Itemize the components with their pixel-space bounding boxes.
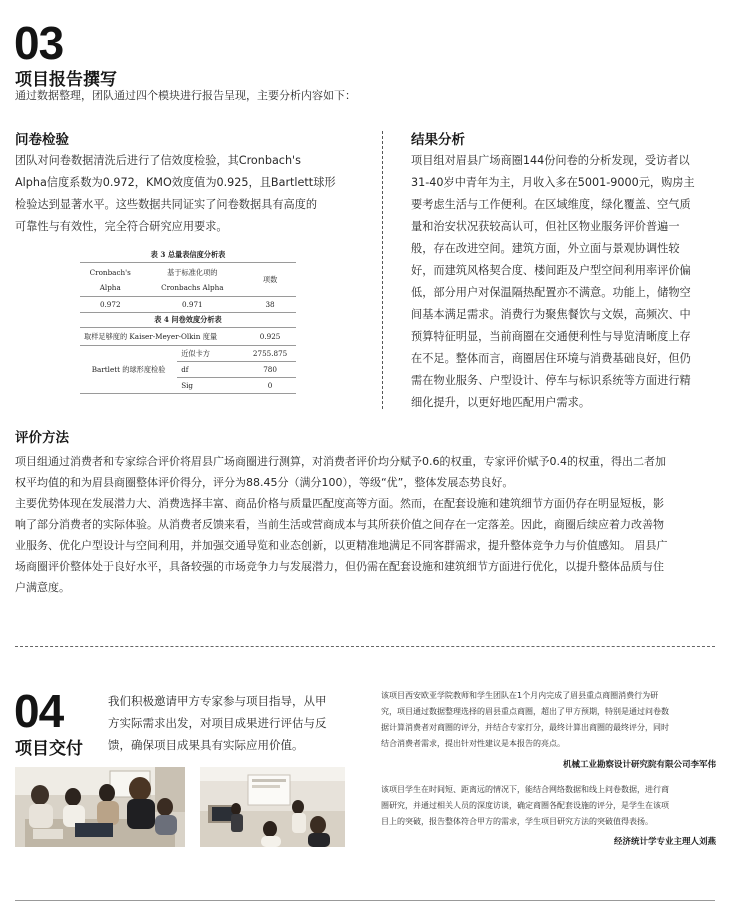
evaluation-heading: 评价方法: [15, 430, 69, 446]
evaluation-line: 场商圈评价整体处于良好水平，具备较强的市场竞争力与发展潜力，但仍需在配套设施和建筑细节方面进行优化，以提升整体品质与住: [15, 560, 664, 573]
delivery-line: 我们积极邀请甲方专家参与项目指导，从甲: [108, 694, 327, 708]
table3-col2-header: [140, 263, 244, 297]
table4-row-value: 780: [244, 362, 296, 378]
table4-row-key: 近似卡方: [177, 346, 244, 362]
table3-cell: 38: [244, 297, 296, 313]
review-lecturer-line: 该项目学生在时间短、距离远的情况下，能结合网络数据和线上问卷数据，进行商: [381, 785, 669, 794]
section-divider: [15, 646, 715, 647]
table3-cell: 0.971: [140, 297, 244, 313]
evaluation-line: 项目组通过消费者和专家综合评价将眉县广场商圈进行测算，对消费者评价均分赋予0.6的权重，专家评价赋予0.4的权重，得出二者加: [15, 455, 666, 468]
evaluation-line: 业服务、优化户型设计与空间利用，并加强交通导览和业态创新，以更精准地满足不同客群需求，提升整体竞争力与价值感知。 眉县广: [15, 539, 668, 552]
table3-cell: 0.972: [80, 297, 140, 313]
evaluation-line: 权平均值的和为眉县商圈整体评价得分，评分为88.45分（满分100），等级“优”，整体发展态势良好。: [15, 476, 514, 489]
results-heading: 结果分析: [411, 132, 465, 148]
table3: [80, 262, 296, 313]
review-lecturer: [381, 782, 716, 847]
section-number-04: 04: [14, 685, 64, 737]
review-client-line: 该项目西安欧亚学院教师和学生团队在1个月内完成了眉县重点商圈消费行为研: [381, 691, 659, 700]
questionnaire-line: 团队对问卷数据清洗后进行了信效度检验，其Cronbach's: [15, 154, 301, 167]
results-line: 量和治安状况获较高认可，但社区物业服务评价普遍一: [411, 220, 680, 233]
review-client: [381, 688, 716, 770]
review-client-line: 结合消费者需求，提出针对性建议是本报告的亮点。: [381, 739, 565, 748]
questionnaire-line: 可靠性与有效性，完全符合研究应用要求。: [15, 220, 228, 233]
column-divider: [382, 131, 383, 409]
results-line: 间基本满足需求。消费行为聚焦餐饮与文娱，高频次、中: [411, 308, 691, 321]
review-client-signature: 机械工业勘察设计研究院有限公司李军伟: [562, 760, 716, 770]
results-line: 31-40岁中青年为主，月收入多在5001-9000元，购房主: [411, 176, 695, 189]
presentation-photo-image: [200, 767, 345, 847]
results-line: 项目组对眉县广场商圈144份问卷的分析发现，受访者以: [411, 154, 690, 167]
evaluation-line: 户满意度。: [15, 581, 70, 594]
table4-caption: 表 4 问卷效度分析表: [154, 315, 222, 324]
results-line: 预算特征明显，当前商圈在交通便利性与导览清晰度上存: [411, 330, 691, 343]
table3-col3-header: 项数: [244, 263, 296, 297]
delivery-text: [108, 690, 378, 756]
review-lecturer-line: 圈研究，并通过相关人员的深度访谈，确定商圈各配套设施的评分，是学生在该项: [381, 801, 669, 810]
table4-row-value: 0: [244, 378, 296, 394]
meeting-photo: [15, 767, 185, 847]
results-line: 好，而建筑风格契合度、楼间距及户型空间利用率评价偏: [411, 264, 691, 277]
table4: [80, 327, 296, 394]
review-client-line: 究，项目通过数据整理选择的眉县重点商圈，超出了甲方预期，特别是通过问卷数: [381, 707, 669, 716]
table3-col2-header-line2: Cronbachs Alpha: [161, 282, 224, 292]
table4-row-key: df: [177, 362, 244, 378]
table3-col2-header-line1: 基于标准化项的: [167, 267, 218, 277]
delivery-line: 方实际需求出发，对项目成果进行评估与反: [108, 716, 327, 730]
review-lecturer-signature: 经济统计学专业主理人刘燕: [613, 837, 716, 847]
section-number-03: 03: [14, 17, 64, 69]
section-intro: 通过数据整理，团队通过四个模块进行报告呈现，主要分析内容如下：: [15, 89, 356, 102]
evaluation-line: 响了部分消费者的实际体验。从消费者反馈来看，当前生活或营商成本与其所获价值之间存在一定落差。因此，商圈后续应着力改善物: [15, 518, 664, 531]
evaluation-line: 主要优势体现在发展潜力大、消费选择丰富、商品价格与质量匹配度高等方面。然而，在配套设施和建筑细节方面仍存在明显短板，影: [15, 497, 664, 510]
bottom-rule: [15, 900, 715, 901]
results-line: 细化提升，以更好地匹配用户需求。: [411, 396, 591, 409]
presentation-photo: [200, 767, 345, 847]
results-line: 需在物业服务、户型设计、停车与标识系统等方面进行精: [411, 374, 691, 387]
results-line: 在不足。整体而言，商圈居住环境与消费基础良好，但仍: [411, 352, 691, 365]
table3-col1-header-line1: Cronbach's: [89, 267, 131, 277]
questionnaire-line: 检验达到显著水平。这些数据共同证实了问卷数据具有高度的: [15, 198, 318, 211]
table4-row-key: Sig: [177, 378, 244, 394]
results-line: 般，存在改进空间。建筑方面，外立面与景观协调性较: [411, 242, 680, 255]
results-line: 要考虑生活与工作便利。在区域维度，绿化覆盖、空气质: [411, 198, 691, 211]
review-client-line: 据计算消费者对商圈的评分，并结合专家打分，最终计算出商圈的最终评分，同时: [381, 723, 669, 732]
evaluation-text: [15, 451, 715, 598]
table4-row-value: 2755.875: [244, 346, 296, 362]
results-text: [411, 150, 716, 414]
section-title-delivery: 项目交付: [15, 739, 83, 759]
questionnaire-text: [15, 150, 365, 238]
table4-kmo-value: 0.925: [244, 328, 296, 346]
table3-col1-header-line2: Alpha: [99, 282, 121, 292]
questionnaire-line: Alpha信度系数为0.972，KMO效度值为0.925，且Bartlett球形: [15, 176, 336, 189]
questionnaire-heading: 问卷检验: [15, 132, 69, 148]
section-title-report: 项目报告撰写: [15, 70, 117, 90]
meeting-photo-image: [15, 767, 185, 847]
table4-kmo-label: 取样足够度的 Kaiser-Meyer-Olkin 度量: [80, 328, 244, 346]
reliability-validity-tables: [80, 248, 296, 406]
review-lecturer-line: 目上的突破，报告整体符合甲方的需求，学生项目研究方法的突破值得表扬。: [381, 817, 653, 826]
results-line: 低，部分用户对保温隔热配置亦不满意。功能上，储物空: [411, 286, 691, 299]
table3-col1-header: [80, 263, 140, 297]
table3-caption: 表 3 总量表信度分析表: [150, 250, 226, 259]
table4-bartlett-label: Bartlett 的球形度检验: [80, 346, 177, 394]
delivery-line: 馈，确保项目成果具有实际应用价值。: [108, 738, 304, 752]
